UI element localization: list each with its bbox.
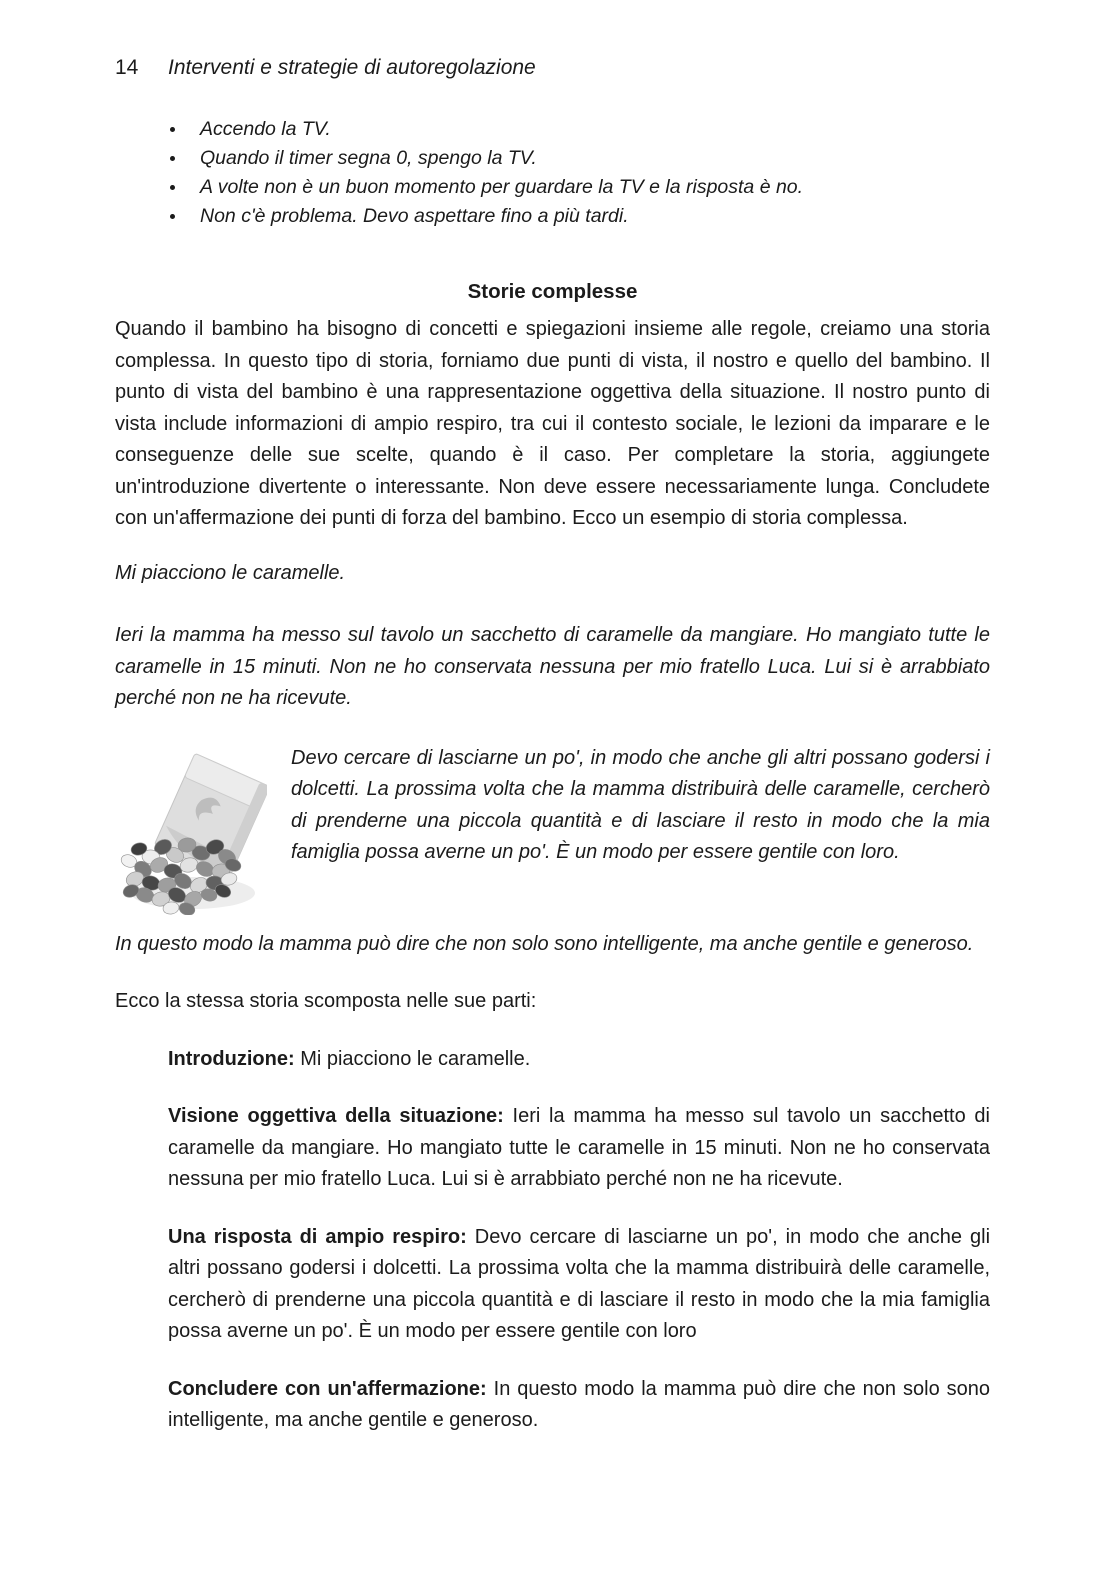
bullet-list <box>115 115 990 231</box>
story-paragraph-2: Devo cercare di lasciarne un po', in modo che anche gli altri possano godersi i dolcetti. La prossima volta che la mamma distribuirà delle caramelle, cercherò di prenderne una piccola quantità e di lasciare il resto in modo che la mia famiglia possa averne un po'. È un modo per essere gentile con loro. <box>291 746 990 863</box>
breakdown-label: Concludere con un'affermazione: <box>168 1377 487 1400</box>
story-paragraph-3: In questo modo la mamma può dire che non solo sono intelligente, ma anche gentile e generoso. <box>115 932 974 955</box>
candy-bag-image <box>115 743 267 915</box>
breakdown-item-risposta-ampio-respiro <box>168 1222 990 1348</box>
bullet-icon <box>170 214 175 219</box>
breakdown-item-concludere <box>168 1374 990 1437</box>
breakdown-text: In questo modo la mamma può dire che non solo sono intelligente, ma anche gentile e generoso. <box>168 1377 990 1431</box>
breakdown-text: Devo cercare di lasciarne un po', in modo che anche gli altri possano godersi i dolcetti. La prossima volta che la mamma distribuirà delle caramelle, cercherò di prenderne una piccola quantità e di lasciare il resto in modo che la mia famiglia possa averne un po'. È un modo per essere gentile con loro <box>168 1225 991 1342</box>
breakdown-label: Introduzione: <box>168 1047 295 1070</box>
list-item <box>170 115 990 144</box>
list-item <box>170 173 990 202</box>
bullet-text: A volte non è un buon momento per guardare la TV e la risposta è no. <box>200 176 804 198</box>
section-intro-paragraph: Quando il bambino ha bisogno di concetti e spiegazioni insieme alle regole, creiamo una storia complessa. In questo tipo di storia, forniamo due punti di vista, il nostro e quello del bambino. Il punto di vista del bambino è una rappresentazione oggettiva della situazione. Il nostro punto di vista include informazioni di ampio respiro, tra cui il contesto sociale, le lezioni da imparare e le conseguenze delle sue scelte, quando è il caso. Per completare la storia, aggiungete un'introduzione divertente o interessante. Non deve essere necessariamente lunga. Concludete con un'affermazione dei punti di forza del bambino. Ecco un esempio di storia complessa. <box>115 318 990 529</box>
running-title: Interventi e strategie di autoregolazione <box>168 56 536 79</box>
breakdown-item-visione-oggettiva <box>168 1101 990 1196</box>
story-media-block <box>115 743 990 915</box>
bullet-icon <box>170 185 175 190</box>
bullet-icon <box>170 156 175 161</box>
bullet-text: Accendo la TV. <box>200 118 331 140</box>
bullet-text: Non c'è problema. Devo aspettare fino a più tardi. <box>200 205 629 227</box>
breakdown-text: Mi piacciono le caramelle. <box>300 1047 531 1070</box>
breakdown-item-introduzione <box>168 1044 990 1076</box>
bullet-text: Quando il timer segna 0, spengo la TV. <box>200 147 537 169</box>
breakdown-label: Una risposta di ampio respiro: <box>168 1225 467 1248</box>
breakdown-lead: Ecco la stessa storia scomposta nelle sue parti: <box>115 990 537 1012</box>
breakdown-text: Ieri la mamma ha messo sul tavolo un sacchetto di caramelle da mangiare. Ho mangiato tutte le caramelle in 15 minuti. Non ne ho conservata nessuna per mio fratello Luca. Lui si è arrabbiato perché non ne ha ricevute. <box>168 1105 991 1190</box>
list-item <box>170 202 990 231</box>
story-opening-line: Mi piacciono le caramelle. <box>115 561 346 584</box>
breakdown-label: Visione oggettiva della situazione: <box>168 1105 504 1127</box>
story-paragraph-1: Ieri la mamma ha messo sul tavolo un sacchetto di caramelle da mangiare. Ho mangiato tutte le caramelle in 15 minuti. Non ne ho conservata nessuna per mio fratello Luca. Lui si è arrabbiato perché non ne ha ricevute. <box>115 624 990 709</box>
list-item <box>170 144 990 173</box>
bullet-icon <box>170 127 175 132</box>
running-header <box>115 55 990 81</box>
page-number: 14 <box>115 56 139 79</box>
section-heading: Storie complesse <box>467 280 638 303</box>
